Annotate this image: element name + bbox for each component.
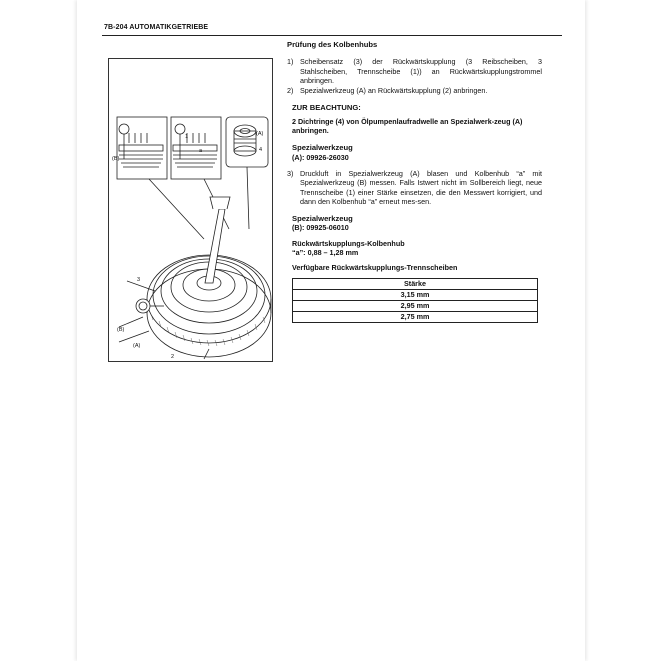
note-text: 2 Dichtringe (4) von Ölpumpenlaufradwelle an Spezialwerk-zeug (A) anbringen. (292, 116, 523, 136)
special-tool-a (292, 143, 542, 162)
label-a-small: a (199, 148, 203, 154)
step-item (287, 169, 542, 206)
label-3: 3 (137, 277, 141, 283)
step-text: Spezialwerkzeug (A) an Rückwärtskupplung (2) anbringen. (300, 86, 488, 96)
detail-box-right (226, 117, 268, 167)
label-2: 2 (171, 354, 175, 360)
page-header: 7B-204 AUTOMATIKGETRIEBE (104, 24, 209, 31)
special-tool-a-number: (A): 09926-26030 (292, 152, 349, 162)
label-b-left: (B) (112, 156, 120, 162)
label-a-lower: (A) (133, 343, 141, 349)
manual-page (77, 0, 585, 661)
thickness-table (292, 278, 538, 323)
dial-gauge-left (119, 124, 129, 134)
content-column (287, 40, 542, 323)
step-text: Scheibensatz (3) der Rückwärtskupplung (3 Reibscheiben, 3 Stahlscheiben, Trennscheibe (1)) an Rückwärtskupplungstrommel anbringen. (300, 57, 542, 85)
dial-gauge-middle (175, 124, 185, 134)
piston-stroke-spec (292, 239, 542, 258)
label-1: 1 (185, 134, 189, 140)
table-header-cell: Stärke (293, 278, 538, 289)
label-a-upper: (A) (256, 131, 264, 137)
table-row (293, 289, 538, 300)
table-row (293, 311, 538, 322)
special-tool-b-number: (B): 09925-06010 (292, 223, 349, 233)
table-cell: 2,75 mm (293, 311, 538, 322)
step-item (287, 57, 542, 85)
step-item (287, 86, 542, 95)
available-plates-title: Verfügbare Rückwärtskupplungs-Trennscheiben (292, 263, 458, 273)
table-cell: 3,15 mm (293, 289, 538, 300)
header-rule (102, 35, 562, 36)
special-tool-a-title: Spezialwerkzeug (292, 143, 353, 153)
section-title: Prüfung des Kolbenhubs (287, 40, 378, 49)
label-b-lower: (B) (117, 327, 125, 333)
step-number: 1) (287, 57, 294, 67)
clutch-drawing (109, 59, 274, 363)
label-4: 4 (259, 147, 263, 153)
step-number: 2) (287, 86, 294, 96)
table-header-row (293, 278, 538, 289)
step-text: Druckluft in Spezialwerkzeug (A) blasen und Kolbenhub “a” mit Spezialwerkzeug (B) messen. Falls Istwert nicht im Sollbereich liegt, neue Trennscheibe (1) einer Stärke einsetzen, die den Messwert korrigiert, und dann den Kolbenhub “a” erneut mes-sen. (300, 168, 542, 206)
special-tool-shaft (205, 209, 225, 283)
note-title: ZUR BEACHTUNG: (292, 103, 361, 113)
special-tool-b (292, 214, 542, 233)
piston-stroke-value: “a”: 0,88 – 1,28 mm (292, 248, 359, 258)
piston-stroke-title: Rückwärtskupplungs-Kolbenhub (292, 238, 405, 248)
dial-gauge-b (136, 299, 150, 313)
special-tool-b-title: Spezialwerkzeug (292, 214, 353, 224)
table-cell: 2,95 mm (293, 300, 538, 311)
table-row (293, 300, 538, 311)
step-number: 3) (287, 168, 294, 178)
clutch-illustration (108, 58, 273, 362)
